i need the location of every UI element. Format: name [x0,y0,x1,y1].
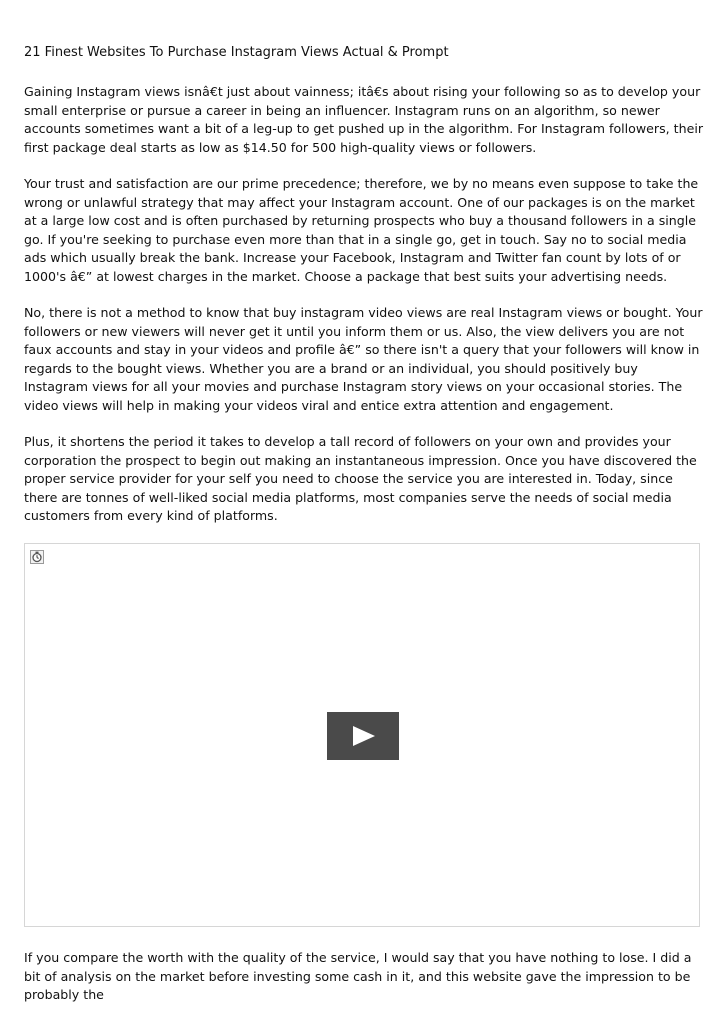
play-button[interactable] [327,712,399,760]
video-placeholder-icon [30,549,44,563]
page-title: 21 Finest Websites To Purchase Instagram Views Actual & Prompt [24,45,449,60]
play-icon [327,712,399,760]
paragraph-2: Your trust and satisfaction are our prime precedence; therefore, we by no means even suppose to take the wrong or unlawful strategy that may affect your Instagram account. One of our packages is on the market at a large low cost and is often purchased by returning prospects who buy a thousand followers in a single go. If you're seeking to purchase even more than that in a single go, get in touch. Say no to social media ads which usually break the bank. Increase your Facebook, Instagram and Twitter fan count by lots of or 1000's â€” at lowest charges in the market. Choose a package that best suits your advertising needs. [24,176,699,284]
paragraph-4: Plus, it shortens the period it takes to develop a tall record of followers on your own and provides your corporation the prospect to begin out making an instantaneous impression. Once you have discovered the proper service provider for your self you need to choose the service you are interested in. Today, since there are tonnes of well-liked social media platforms, most companies serve the needs of social media customers from every kind of platforms. [24,434,697,524]
paragraph-3: No, there is not a method to know that buy instagram video views are real Instagram views or bought. Your followers or new viewers will never get it until you inform them or us. Also, the view delivers you are not faux accounts and stay in your videos and profile â€” so there isn't a query that your followers will know in regards to the bought views. Whether you are a brand or an individual, you should positively buy Instagram views for all your movies and purchase Instagram story views on your occasional stories. The video views will help in making your videos viral and entice extra attention and engagement. [24,305,703,413]
paragraph-5: If you compare the worth with the quality of the service, I would say that you have nothing to lose. I did a bit of analysis on the market before investing some cash in it, and this website gave the impression to be probably the [24,950,692,1003]
embedded-video[interactable] [24,543,700,927]
paragraph-1: Gaining Instagram views isnâ€t just about vainness; itâ€s about rising your following so as to develop your small enterprise or pursue a career in being an influencer. Instagram runs on an algorithm, so newer accounts sometimes want a bit of a leg-up to get pushed up in the algorithm. For Instagram followers, their first package deal starts as low as $14.50 for 500 high-quality views or followers. [24,84,704,155]
